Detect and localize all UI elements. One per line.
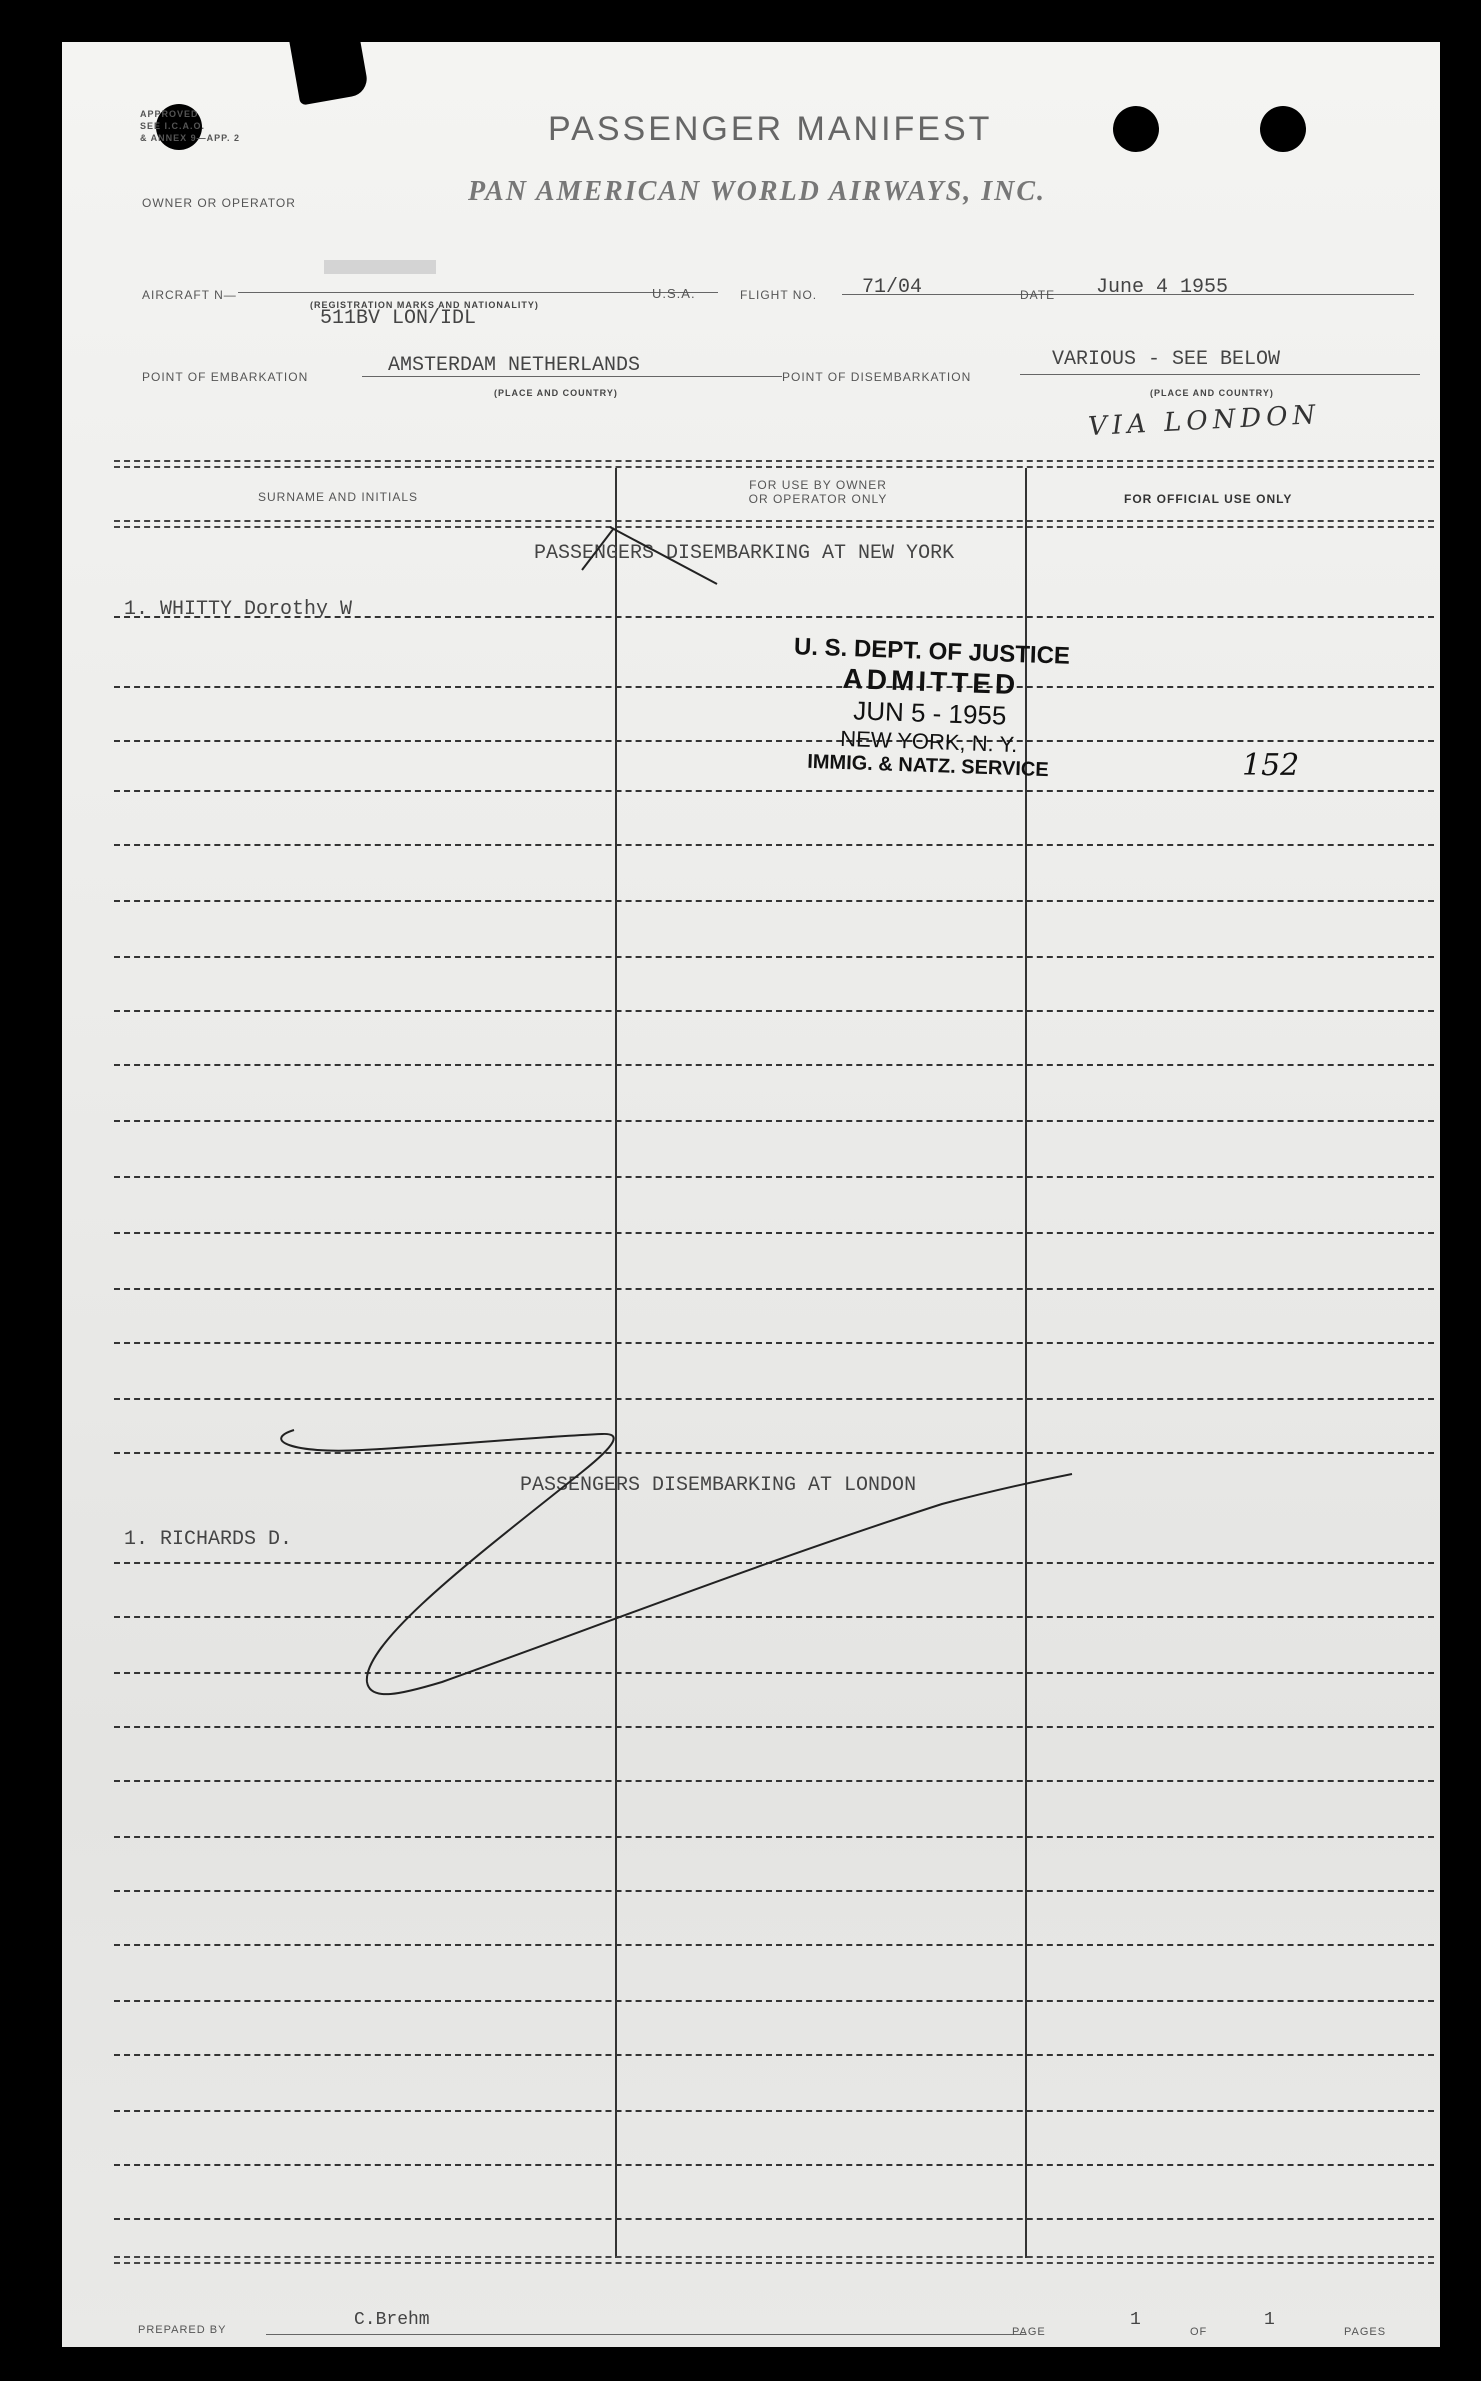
cancellation-stroke — [281, 1430, 1072, 1694]
of-label: OF — [1190, 2326, 1208, 2338]
prepared-by-value: C.Brehm — [354, 2310, 430, 2330]
manifest-sheet — [62, 42, 1440, 2347]
nationality-usa: U.S.A. — [652, 286, 696, 301]
disembarkation-caption: (PLACE AND COUNTRY) — [1150, 388, 1274, 398]
flight-number-value: 71/04 — [862, 276, 923, 299]
tick-mark-new-york — [610, 527, 717, 584]
page-number: 1 — [1130, 2310, 1141, 2330]
carrier-name: PAN AMERICAN WORLD AIRWAYS, INC. — [468, 176, 1047, 207]
date-label: DATE — [1020, 288, 1056, 302]
handwritten-via-london: VIA LONDON — [1087, 399, 1321, 443]
stamp-line-place: NEW YORK, N. Y. — [839, 725, 1018, 758]
column-header-owner-use-line-2: OR OPERATOR ONLY — [748, 492, 888, 506]
form-note-line-3: & ANNEX 9—APP. 2 — [140, 133, 241, 143]
disembarkation-label: POINT OF DISEMBARKATION — [782, 370, 972, 384]
column-header-official-use: FOR OFFICIAL USE ONLY — [1124, 492, 1293, 506]
stamp-line-date: JUN 5 - 1955 — [852, 695, 1007, 731]
aircraft-reference: 511BV LON/IDL — [320, 307, 477, 330]
embarkation-value: AMSTERDAM NETHERLANDS — [388, 354, 641, 377]
page-label: PAGE — [1012, 2326, 1046, 2338]
section-heading-london: PASSENGERS DISEMBARKING AT LONDON — [520, 1474, 917, 1497]
column-header-owner-use-line-1: FOR USE BY OWNER — [749, 478, 887, 492]
column-header-surname: SURNAME AND INITIALS — [258, 490, 419, 504]
aircraft-label: AIRCRAFT N— — [142, 288, 237, 302]
owner-operator-label: OWNER OR OPERATOR — [142, 196, 296, 210]
page-total: 1 — [1264, 2310, 1275, 2330]
embarkation-label: POINT OF EMBARKATION — [142, 370, 309, 384]
date-value: June 4 1955 — [1096, 276, 1229, 299]
form-note-line-2: SEE I.C.A.O. — [140, 121, 206, 131]
stamp-line-service: IMMIG. & NATZ. SERVICE — [806, 750, 1050, 782]
pages-label: PAGES — [1344, 2326, 1387, 2338]
registration-caption: (REGISTRATION MARKS AND NATIONALITY) — [310, 300, 539, 310]
tick-stroke-new-york — [582, 528, 614, 570]
embarkation-caption: (PLACE AND COUNTRY) — [494, 388, 618, 398]
form-note-line-1: APPROVED — [140, 109, 199, 119]
stamp-line-status: ADMITTED — [842, 662, 1020, 701]
pen-strokes — [62, 42, 1440, 2347]
page-title: PASSENGER MANIFEST — [548, 110, 993, 148]
passenger-row-london-1: 1. RICHARDS D. — [124, 1528, 293, 1551]
stamp-line-agency: U. S. DEPT. OF JUSTICE — [793, 633, 1071, 670]
flight-number-label: FLIGHT NO. — [740, 288, 818, 302]
disembarkation-value: VARIOUS - SEE BELOW — [1052, 348, 1281, 371]
passenger-row-new-york-1: 1. WHITTY Dorothy W — [124, 598, 353, 621]
official-annotation-number: 152 — [1242, 748, 1300, 783]
section-heading-new-york: PASSENGERS DISEMBARKING AT NEW YORK — [534, 542, 955, 565]
prepared-by-label: PREPARED BY — [138, 2324, 227, 2336]
